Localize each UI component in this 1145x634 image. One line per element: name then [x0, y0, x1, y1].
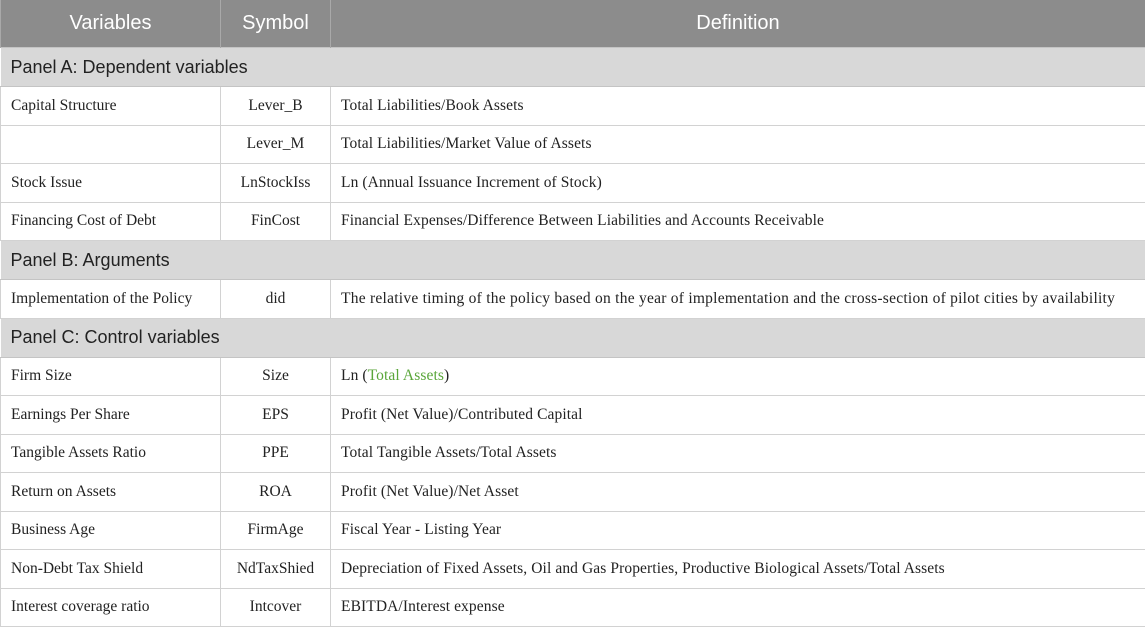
definition-cell [331, 357, 1145, 396]
definition-cell: Total Liabilities/Book Assets [331, 87, 1145, 126]
symbol-cell: FirmAge [221, 511, 331, 550]
panel-b-title: Panel B: Arguments [1, 241, 1145, 280]
header-definition: Definition [331, 0, 1145, 48]
symbol-cell: Lever_B [221, 87, 331, 126]
definition-suffix: ) [443, 367, 450, 385]
variable-cell: Interest coverage ratio [1, 588, 221, 627]
table-row [1, 357, 1145, 396]
table-row [1, 125, 1145, 164]
header-symbol: Symbol [221, 0, 331, 48]
symbol-cell: ROA [221, 473, 331, 512]
symbol-cell: Lever_M [221, 125, 331, 164]
definition-cell: EBITDA/Interest expense [331, 588, 1145, 627]
panel-c-title: Panel C: Control variables [1, 318, 1145, 357]
table-row [1, 202, 1145, 241]
definition-prefix: Ln ( [341, 367, 368, 385]
symbol-cell: did [221, 280, 331, 319]
table-row [1, 550, 1145, 589]
variable-cell: Tangible Assets Ratio [1, 434, 221, 473]
table-row [1, 87, 1145, 126]
table-header [1, 0, 1145, 48]
symbol-cell: PPE [221, 434, 331, 473]
definition-cell: Profit (Net Value)/Net Asset [331, 473, 1145, 512]
definition-cell: Fiscal Year - Listing Year [331, 511, 1145, 550]
panel-c-row [1, 318, 1145, 357]
definition-highlight: Total Assets [367, 367, 444, 385]
symbol-cell: EPS [221, 396, 331, 435]
definition-cell: Depreciation of Fixed Assets, Oil and Gas Properties, Productive Biological Assets/Total Assets [331, 550, 1145, 589]
definition-cell: Financial Expenses/Difference Between Liabilities and Accounts Receivable [331, 202, 1145, 241]
variable-cell: Earnings Per Share [1, 396, 221, 435]
table-row [1, 511, 1145, 550]
definition-cell: Total Tangible Assets/Total Assets [331, 434, 1145, 473]
variable-cell: Return on Assets [1, 473, 221, 512]
panel-a-row [1, 48, 1145, 87]
table-row [1, 588, 1145, 627]
panel-a-title: Panel A: Dependent variables [1, 48, 1145, 87]
definition-cell: Total Liabilities/Market Value of Assets [331, 125, 1145, 164]
panel-b-row [1, 241, 1145, 280]
variable-cell: Capital Structure [1, 87, 221, 126]
header-variables: Variables [1, 0, 221, 48]
symbol-cell: LnStockIss [221, 164, 331, 203]
variable-cell [1, 125, 221, 164]
variable-cell: Firm Size [1, 357, 221, 396]
symbol-cell: FinCost [221, 202, 331, 241]
symbol-cell: NdTaxShied [221, 550, 331, 589]
table-row [1, 434, 1145, 473]
variable-cell: Stock Issue [1, 164, 221, 203]
definition-cell: The relative timing of the policy based on the year of implementation and the cross-section of pilot cities by availability [331, 280, 1145, 319]
definition-cell: Ln (Annual Issuance Increment of Stock) [331, 164, 1145, 203]
variable-cell: Business Age [1, 511, 221, 550]
table-row [1, 396, 1145, 435]
table-row [1, 164, 1145, 203]
definition-cell: Profit (Net Value)/Contributed Capital [331, 396, 1145, 435]
table-row [1, 280, 1145, 319]
symbol-cell: Intcover [221, 588, 331, 627]
variable-cell: Implementation of the Policy [1, 280, 221, 319]
table-row [1, 473, 1145, 512]
variable-cell: Financing Cost of Debt [1, 202, 221, 241]
variable-cell: Non-Debt Tax Shield [1, 550, 221, 589]
symbol-cell: Size [221, 357, 331, 396]
